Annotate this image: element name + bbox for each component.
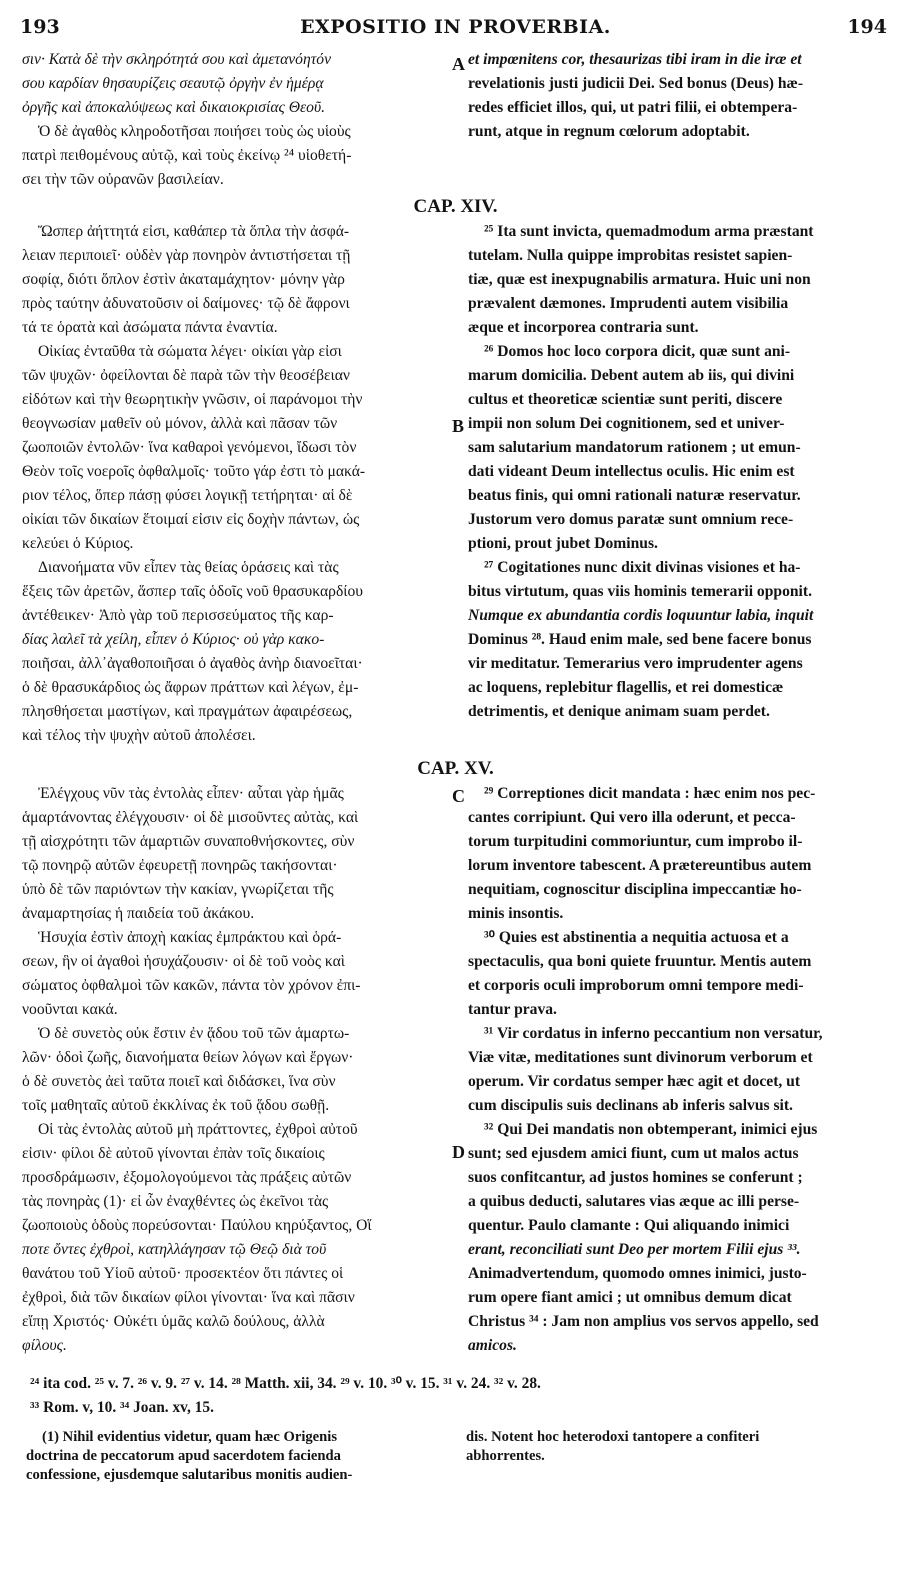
greek-line: εἴπῃ Χριστός· Οὐκέτι ὑμᾶς καλῶ δούλους, ἀλλὰ bbox=[22, 1313, 325, 1330]
page-number-right: 194 bbox=[847, 16, 887, 38]
greek-line: τά τε ὁρατὰ καὶ ἀσώματα πάντα ἐναντία. bbox=[22, 319, 278, 336]
greek-line: τῶν ψυχῶν· ὀφείλονται δὲ παρὰ τῶν τὴν θεοσέβειαν bbox=[22, 367, 350, 384]
latin-line: sam salutarium mandatorum rationem ; ut emun- bbox=[468, 439, 801, 456]
latin-line: sunt; sed ejusdem amici fiunt, cum ut malos actus bbox=[468, 1145, 799, 1162]
latin-line: bitus virtutum, quas viis hominis temerarii opponit. bbox=[468, 583, 812, 600]
greek-line: Ὁ δὲ ἀγαθὸς κληροδοτῆσαι ποιήσει τοὺς ὡς υἱοὺς bbox=[38, 123, 351, 140]
latin-column-cap14 bbox=[468, 220, 896, 724]
latin-line: ³² Qui Dei mandatis non obtemperant, inimici ejus bbox=[484, 1121, 818, 1138]
latin-line: ptioni, prout jubet Dominus. bbox=[468, 535, 658, 552]
latin-line: ac loquens, replebitur flagellis, et rei domesticæ bbox=[468, 679, 784, 696]
latin-line: spectaculis, qua boni quiete fruuntur. Mentis autem bbox=[468, 953, 812, 970]
latin-line: ²⁶ Domos hoc loco corpora dicit, quæ sunt ani- bbox=[484, 343, 791, 360]
latin-line: amicos. bbox=[468, 1337, 517, 1354]
greek-line: ὑπὸ δὲ τῶν παριόντων τὴν κακίαν, γνωρίζεται τῆς bbox=[22, 881, 334, 898]
margin-letter-d: D bbox=[452, 1142, 465, 1162]
latin-line: Christus ³⁴ : Jam non amplius vos servos appello, sed bbox=[468, 1313, 819, 1330]
greek-line: Ἐλέγχους νῦν τὰς ἐντολὰς εἶπεν· αὗται γὰρ ἡμᾶς bbox=[38, 785, 344, 802]
latin-line: quentur. Paulo clamante : Qui aliquando inimici bbox=[468, 1217, 790, 1234]
footnote-line: doctrina de peccatorum apud sacerdotem facienda bbox=[26, 1448, 341, 1464]
latin-line: detrimentis, et denique animam suam perdet. bbox=[468, 703, 770, 720]
greek-column-intro bbox=[22, 48, 450, 192]
greek-line: ζωοποιῶν ἐντολῶν· ἵνα καθαροὶ γενόμενοι, ἴδωσι τὸν bbox=[22, 439, 357, 456]
chapter-heading-xiv: CAP. XIV. bbox=[413, 196, 498, 217]
latin-line: erant, reconciliati sunt Deo per mortem Filii ejus ³³. bbox=[468, 1241, 801, 1258]
greek-line: ὁ δὲ θρασυκάρδιος ὡς ἄφρων πράττων καὶ λέγων, ἐμ- bbox=[22, 679, 359, 696]
greek-line: ἐχθροὶ, διὰ τῶν δικαίων φίλοι γίνονται· ἵνα καὶ πᾶσιν bbox=[22, 1289, 355, 1306]
latin-line: æque et incorporea contraria sunt. bbox=[468, 319, 699, 336]
latin-line: ²⁷ Cogitationes nunc dixit divinas visiones et ha- bbox=[484, 559, 801, 576]
margin-letter-a: A bbox=[452, 54, 465, 74]
latin-line: minis insontis. bbox=[468, 905, 564, 922]
greek-line: σιν· Κατὰ δὲ τὴν σκληρότητά σου καὶ ἀμετανόητόν bbox=[22, 51, 332, 68]
latin-line: ²⁵ Ita sunt invicta, quemadmodum arma præstant bbox=[484, 223, 814, 240]
latin-line: ²⁹ Correptiones dicit mandata : hæc enim nos pec- bbox=[484, 785, 816, 802]
greek-line: ποιῆσαι, ἀλλ᾽ἀγαθοποιῆσαι ὁ ἀγαθὸς ἀνὴρ διανοεῖται· bbox=[22, 655, 363, 672]
greek-column-cap15 bbox=[22, 782, 450, 1358]
greek-line: Θεὸν τοῖς νοεροῖς ὀφθαλμοῖς· τοῦτο γάρ ἐστι τὸ μακά- bbox=[22, 463, 366, 480]
greek-line: Διανοήματα νῦν εἶπεν τὰς θείας ὁράσεις καὶ τὰς bbox=[38, 559, 339, 576]
latin-line: revelationis justi judicii Dei. Sed bonus (Deus) hæ- bbox=[468, 75, 804, 92]
footnote-line: confessione, ejusdemque salutaribus monitis audien- bbox=[26, 1467, 353, 1483]
latin-line: a quibus deducti, salutares vias æque ac illi perse- bbox=[468, 1193, 800, 1210]
greek-line: καὶ τέλος τὴν ψυχὴν αὐτοῦ ἀπολέσει. bbox=[22, 727, 256, 744]
greek-line: ποτε ὄντες ἐχθροὶ, κατηλλάγησαν τῷ Θεῷ διὰ τοῦ bbox=[22, 1241, 327, 1258]
latin-line: runt, atque in regnum cœlorum adoptabit. bbox=[468, 123, 750, 140]
margin-letter-c: C bbox=[452, 786, 465, 806]
greek-line: εἰσιν· φίλοι δὲ αὐτοῦ γίνονται ἐπὰν τοῖς δικαίοις bbox=[22, 1145, 325, 1162]
latin-column-cap15 bbox=[468, 782, 896, 1358]
greek-line: ἀντέθεικεν· Ἀπὸ γὰρ τοῦ περισσεύματος τῆς καρ- bbox=[22, 607, 334, 624]
latin-line: Animadvertendum, quomodo omnes inimici, justo- bbox=[468, 1265, 807, 1282]
latin-line: et corporis oculi improborum omni tempore medi- bbox=[468, 977, 804, 994]
latin-line: tantur prava. bbox=[468, 1001, 557, 1018]
latin-line: torum turpitudini commoriuntur, cum improbo il- bbox=[468, 833, 803, 850]
latin-line: tutelam. Nulla quippe improbitas resistet sapien- bbox=[468, 247, 793, 264]
greek-line: σου καρδίαν θησαυρίζεις σεαυτῷ ὀργὴν ἐν ἡμέρᾳ bbox=[22, 75, 324, 92]
greek-line: λῶν· ὁδοὶ ζωῆς, διανοήματα θείων λόγων καὶ ἔργων· bbox=[22, 1049, 354, 1066]
latin-line: nequitiam, cognoscitur disciplina impeccantiæ ho- bbox=[468, 881, 802, 898]
greek-line: οἰκίαι τῶν δικαίων ἕτοιμαί εἰσιν εἰς δοχὴν πάντων, ὡς bbox=[22, 511, 360, 528]
latin-line: impii non solum Dei cognitionem, sed et univer- bbox=[468, 415, 785, 432]
greek-line: ὀργῆς καὶ ἀποκαλύψεως καὶ δικαιοκρισίας Θεοῦ. bbox=[22, 99, 326, 116]
latin-line: lorum inventore tabescent. A prætereuntibus autem bbox=[468, 857, 812, 874]
latin-line: operum. Vir cordatus semper hæc agit et docet, ut bbox=[468, 1073, 801, 1090]
reference-notes-line: ³³ Rom. v, 10. ³⁴ Joan. xv, 15. bbox=[30, 1399, 214, 1416]
page-number-left: 193 bbox=[20, 16, 60, 38]
latin-line: Viæ vitæ, meditationes sunt divinorum verborum et bbox=[468, 1049, 813, 1066]
running-title: EXPOSITIO IN PROVERBIA. bbox=[300, 16, 611, 38]
latin-line: redes efficiet illos, qui, ut patri filii, ei obtempera- bbox=[468, 99, 798, 116]
reference-notes-line: ²⁴ ita cod. ²⁵ v. 7. ²⁶ v. 9. ²⁷ v. 14. ²⁸ Matth. xii, 34. ²⁹ v. 10. ³⁰ v. 15. ³¹ v. 24. ³² v. 28. bbox=[30, 1375, 541, 1392]
footnote-left bbox=[26, 1428, 446, 1485]
greek-line: πατρὶ πειθομένους αὐτῷ, καὶ τοὺς ἐκείνῳ ²⁴ υἱοθετή- bbox=[22, 147, 352, 164]
footnote-line: (1) Nihil evidentius videtur, quam hæc Origenis bbox=[42, 1429, 338, 1445]
greek-line: πλησθήσεται μαστίγων, καὶ πραγμάτων ἀφαιρέσεως, bbox=[22, 703, 353, 720]
chapter-heading-xv: CAP. XV. bbox=[417, 758, 494, 779]
latin-line: vir meditatur. Temerarius vero imprudenter agens bbox=[468, 655, 803, 672]
greek-line: σώματος ὀφθαλμοὶ τῶν κακῶν, πάντα τὸν χρόνον ἐπι- bbox=[22, 977, 361, 994]
greek-line: σοφίᾳ, διότι ὅπλον ἐστὶν ἀκαταμάχητον· μόνην γὰρ bbox=[22, 271, 345, 288]
greek-line: νοοῦνται κακά. bbox=[22, 1001, 118, 1018]
latin-line: Justorum vero domus paratæ sunt omnium rece- bbox=[468, 511, 794, 528]
greek-line: ὁ δὲ συνετὸς ἀεὶ ταῦτα ποιεῖ καὶ διδάσκει, ἵνα σὺν bbox=[22, 1073, 336, 1090]
greek-line: πρὸς ταύτην ἀδυνατοῦσιν οἱ δαίμονες· τῷ δὲ ἄφρονι bbox=[22, 295, 350, 312]
greek-line: εἰδότων καὶ τὴν θεωρητικὴν γνῶσιν, οἱ παράνομοι τὴν bbox=[22, 391, 363, 408]
greek-line: ἕξεις τῶν ἀρετῶν, ἅσπερ ταῖς ὁδοῖς νοῦ θρασυκαρδίου bbox=[22, 583, 364, 600]
margin-letter-b: B bbox=[452, 416, 465, 436]
greek-line: κελεύει ὁ Κύριος. bbox=[22, 535, 134, 552]
latin-line: Dominus ²⁸. Haud enim male, sed bene facere bonus bbox=[468, 631, 812, 648]
latin-line: tiæ, quæ est inexpugnabilis armatura. Huic uni non bbox=[468, 271, 811, 288]
greek-line: λειαν περιποιεῖ· οὐδὲν γὰρ πονηρὸν ἀντιστήσεται τῇ bbox=[22, 247, 351, 264]
greek-line: τὰς πονηρὰς (1)· εἰ ὧν ἐναχθέντες ὡς ἐκεῖνοι τὰς bbox=[22, 1193, 329, 1210]
greek-line: Οἰκίας ἐνταῦθα τὰ σώματα λέγει· οἰκίαι γὰρ εἰσι bbox=[38, 343, 342, 360]
greek-line: ἁμαρτάνοντας ἐλέγχουσιν· οἱ δὲ μισοῦντες αὐτὰς, καὶ bbox=[22, 809, 359, 826]
latin-line: ³⁰ Quies est abstinentia a nequitia actuosa et a bbox=[484, 929, 789, 946]
greek-column-cap14 bbox=[22, 220, 450, 748]
footnote-right bbox=[466, 1428, 886, 1466]
latin-line: prævalent dæmones. Imprudenti autem visibilia bbox=[468, 295, 789, 312]
footnote-line: dis. Notent hoc heterodoxi tantopere a confiteri bbox=[466, 1429, 760, 1445]
latin-line: cum discipulis suis declinans ab inferis salvus sit. bbox=[468, 1097, 793, 1114]
reference-notes bbox=[30, 1372, 541, 1420]
latin-line: beatus finis, qui omni rationali naturæ reservatur. bbox=[468, 487, 801, 504]
latin-line: et impœnitens cor, thesaurizas tibi iram in die iræ et bbox=[468, 51, 802, 68]
greek-line: δίας λαλεῖ τὰ χείλη, εἶπεν ὁ Κύριος· οὐ γὰρ κακο- bbox=[22, 631, 325, 648]
latin-column-intro bbox=[468, 48, 896, 144]
greek-line: φίλους. bbox=[22, 1337, 67, 1354]
footnote-line: abhorrentes. bbox=[466, 1448, 545, 1464]
greek-line: θεογνωσίαν μαθεῖν οὐ μόνον, ἀλλὰ καὶ πᾶσαν τῶν bbox=[22, 415, 338, 432]
greek-line: τοῖς μαθηταῖς αὐτοῦ ἐκκλίνας ἐκ τοῦ ᾅδου σωθῇ. bbox=[22, 1097, 330, 1114]
greek-line: ἀναμαρτησίας ἡ παιδεία τοῦ ἀκάκου. bbox=[22, 905, 255, 922]
greek-line: ζωοποιοὺς ὁδοὺς πορεύσονται· Παύλου κηρύξαντος, Οἵ bbox=[22, 1217, 372, 1234]
latin-line: suos confitcantur, ad justos homines se conferunt ; bbox=[468, 1169, 803, 1186]
latin-line: cantes corripiunt. Qui vero illa oderunt, et pecca- bbox=[468, 809, 796, 826]
greek-line: προσδράμωσιν, ἐξομολογούμενοι τὰς πράξεις αὐτῶν bbox=[22, 1169, 352, 1186]
latin-line: ³¹ Vir cordatus in inferno peccantium non versatur, bbox=[484, 1025, 823, 1042]
latin-line: Numque ex abundantia cordis loquuntur labia, inquit bbox=[468, 607, 814, 624]
latin-line: marum domicilia. Debent autem ab iis, qui divini bbox=[468, 367, 795, 384]
latin-line: rum opere fiant amici ; ut omnibus demum dicat bbox=[468, 1289, 792, 1306]
greek-line: Ἡσυχία ἐστὶν ἀποχὴ κακίας ἐμπράκτου καὶ ὁρά- bbox=[38, 929, 342, 946]
latin-line: dati videant Deum intellectus oculis. Hic enim est bbox=[468, 463, 795, 480]
latin-line: cultus et theoreticæ scientiæ sunt periti, discere bbox=[468, 391, 783, 408]
greek-line: Οἱ τὰς ἐντολὰς αὐτοῦ μὴ πράττοντες, ἐχθροὶ αὐτοῦ bbox=[38, 1121, 358, 1138]
greek-line: Ὁ δὲ συνετὸς οὐκ ἔστιν ἐν ᾅδου τοῦ τῶν ἁμαρτω- bbox=[38, 1025, 350, 1042]
greek-line: Ὥσπερ ἀήττητά εἰσι, καθάπερ τὰ ὅπλα τὴν ἀσφά- bbox=[38, 223, 350, 240]
greek-line: θανάτου τοῦ Υἱοῦ αὐτοῦ· προσεκτέον ὅτι πάντες οἱ bbox=[22, 1265, 344, 1282]
greek-line: σεων, ἣν οἱ ἀγαθοὶ ἡσυχάζουσιν· οἱ δὲ τοῦ νοὸς καὶ bbox=[22, 953, 345, 970]
greek-line: σει τὴν τῶν οὐρανῶν βασιλείαν. bbox=[22, 171, 224, 188]
greek-line: τῇ αἰσχρότητι τῶν ἁμαρτιῶν συναποθνήσκοντες, σὺν bbox=[22, 833, 355, 850]
greek-line: ριον τέλος, ὅπερ πάσῃ φύσει λογικῇ τετήρηται· αἱ δὲ bbox=[22, 487, 353, 504]
greek-line: τῷ πονηρῷ αὐτῶν ἐφευρετῇ πονηρῶς τακήσονται· bbox=[22, 857, 338, 874]
